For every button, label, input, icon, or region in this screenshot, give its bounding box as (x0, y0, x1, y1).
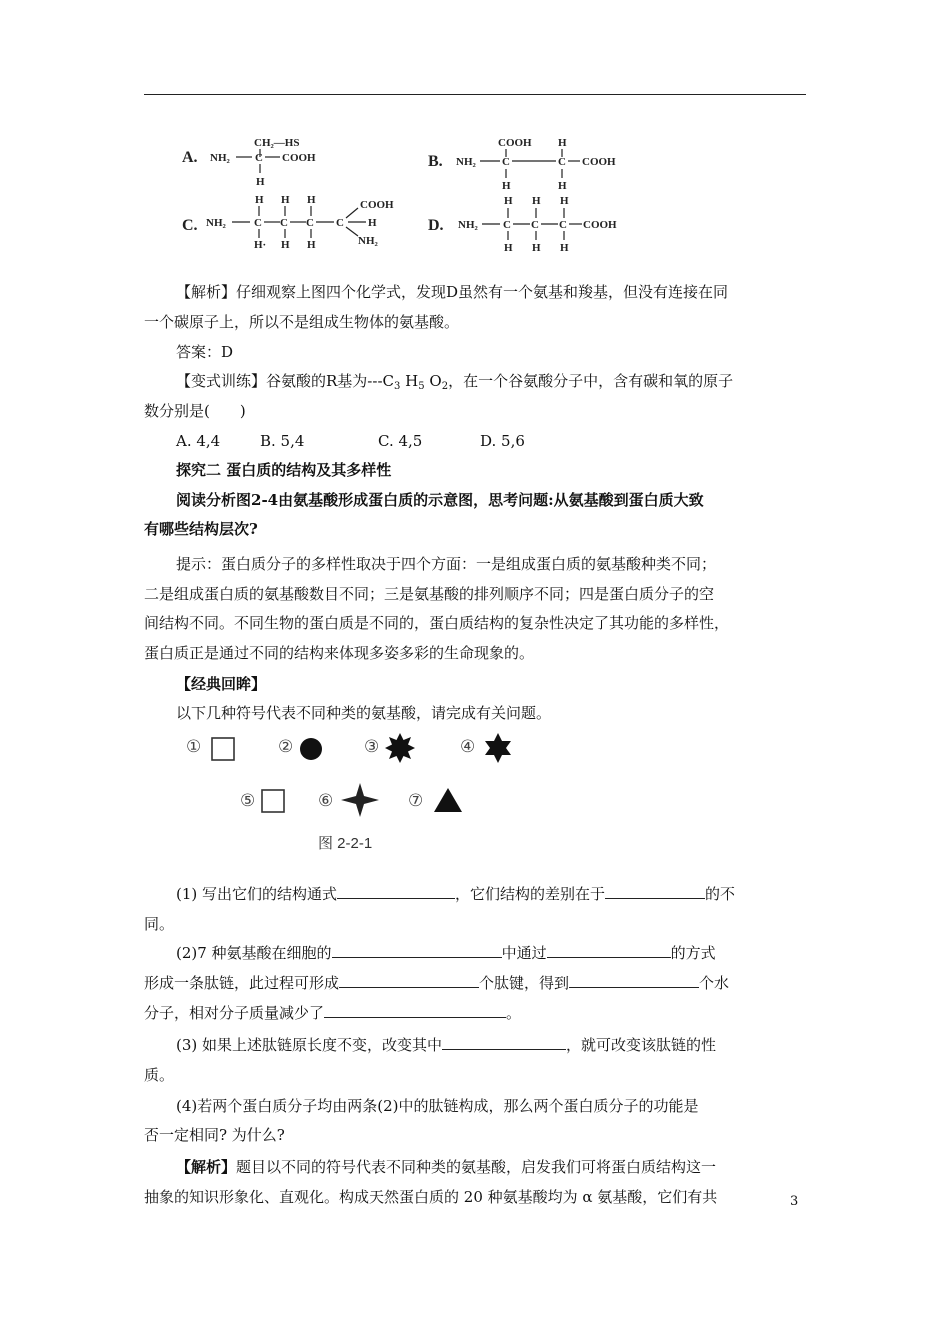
svg-text:H: H (560, 242, 569, 254)
option-a: A. 4,4 (176, 432, 221, 450)
svg-text:H: H (558, 180, 567, 192)
svg-text:H: H (256, 176, 265, 188)
answer-blank[interactable] (324, 1003, 506, 1018)
svg-text:NH₂: NH₂ (358, 235, 378, 247)
svg-text:C: C (558, 156, 566, 168)
hint-line-4: 蛋白质正是通过不同的结构来体现多姿多彩的生命现象的。 (144, 644, 535, 662)
question-4-cont: 否一定相同? 为什么? (144, 1126, 285, 1144)
svg-text:COOH: COOH (360, 199, 394, 211)
figure-caption: 图 2-2-1 (318, 835, 373, 852)
option-c: C. 4,5 (378, 432, 423, 450)
svg-text:H: H (255, 194, 264, 206)
svg-text:C: C (502, 156, 510, 168)
symbol-1-label: ① (186, 737, 202, 756)
hint-line-2: 二是组成蛋白质的氨基酸数目不同；三是氨基酸的排列顺序不同；四是蛋白质分子的空 (144, 585, 715, 603)
svg-text:NH₂: NH₂ (210, 152, 230, 164)
symbol-2-label: ② (278, 737, 294, 756)
six-point-star-icon (482, 732, 514, 764)
answer-blank[interactable] (332, 943, 502, 958)
structure-b-label: B. (428, 153, 443, 170)
classic-intro: 以下几种符号代表不同种类的氨基酸，请完成有关问题。 (176, 704, 552, 722)
question-line-2: 有哪些结构层次? (144, 520, 258, 538)
symbol-7-label: ⑦ (408, 791, 424, 810)
svg-text:C: C (280, 217, 288, 229)
svg-text:NH₂: NH₂ (206, 217, 226, 229)
analysis-2: 【解析】题目以不同的符号代表不同种类的氨基酸，启发我们可将蛋白质结构这一 (176, 1158, 717, 1176)
four-point-star-icon (340, 782, 380, 818)
answer-blank[interactable] (442, 1035, 566, 1050)
option-d: D. 5,6 (480, 432, 525, 450)
question-1: (1) 写出它们的结构通式 ，它们结构的差别在于 的不 (176, 885, 736, 903)
svg-text:NH₂: NH₂ (458, 219, 478, 231)
open-square-icon-2 (260, 788, 288, 814)
structure-d-label: D. (428, 217, 444, 234)
svg-text:C: C (559, 219, 567, 231)
option-b: B. 5,4 (260, 432, 305, 450)
svg-text:H: H (532, 195, 541, 207)
svg-text:H: H (368, 217, 377, 229)
header-rule (144, 94, 806, 95)
symbol-3-label: ③ (364, 737, 380, 756)
classic-heading: 【经典回眸】 (176, 675, 267, 693)
svg-text:C: C (254, 217, 262, 229)
hint-line-1: 提示：蛋白质分子的多样性取决于四个方面：一是组成蛋白质的氨基酸种类不同； (176, 555, 717, 573)
answer-blank[interactable] (339, 973, 479, 988)
question-line-1: 阅读分析图2-4由氨基酸形成蛋白质的示意图，思考问题:从氨基酸到蛋白质大致 (176, 491, 704, 509)
svg-text:H: H (281, 239, 290, 251)
svg-text:H·: H· (254, 239, 267, 251)
symbol-5-label: ⑤ (240, 791, 256, 810)
section-heading: 探究二 蛋白质的结构及其多样性 (176, 461, 392, 479)
question-2-cont-2: 分子，相对分子质量减少了 。 (144, 1004, 522, 1022)
eight-point-star-icon (384, 732, 416, 764)
page-number: 3 (790, 1194, 799, 1209)
svg-text:C: C (503, 219, 511, 231)
variant-line-2: 数分别是( ) (144, 402, 246, 420)
svg-text:H: H (504, 242, 513, 254)
symbol-6-label: ⑥ (318, 791, 334, 810)
analysis-paragraph: 【解析】仔细观察上图四个化学式，发现D虽然有一个氨基和羧基，但没有连接在同 (176, 283, 729, 301)
svg-text:H: H (502, 180, 511, 192)
svg-text:COOH: COOH (582, 156, 616, 168)
svg-text:H: H (281, 194, 290, 206)
svg-text:H: H (532, 242, 541, 254)
svg-text:H: H (560, 195, 569, 207)
question-3-cont: 质。 (144, 1066, 175, 1084)
question-2-cont: 形成一条肽链，此过程可形成 个肽键，得到 个水 (144, 974, 730, 992)
svg-text:C: C (255, 152, 263, 164)
variant-question: 【变式训练】谷氨酸的R基为$---C_3$ $H_5$ $O_2$，在一个谷氨酸分子中，含有碳和氧的原子 (176, 372, 734, 392)
filled-circle-icon (298, 736, 324, 762)
answer-blank[interactable] (605, 884, 705, 899)
structure-c-label: C. (182, 217, 198, 234)
symbol-4-label: ④ (460, 737, 476, 756)
open-square-icon (210, 736, 238, 762)
question-2: (2)7 种氨基酸在细胞的 中通过 的方式 (176, 944, 716, 962)
triangle-icon (432, 786, 464, 814)
svg-text:H: H (307, 194, 316, 206)
hint-line-3: 间结构不同。不同生物的蛋白质是不同的，蛋白质结构的复杂性决定了其功能的多样性， (144, 614, 730, 632)
svg-text:C: C (336, 217, 344, 229)
answer-blank[interactable] (569, 973, 699, 988)
svg-text:COOH: COOH (583, 219, 617, 231)
svg-text:C: C (306, 217, 314, 229)
question-3: (3) 如果上述肽链原长度不变，改变其中 ，就可改变该肽链的性 (176, 1036, 717, 1054)
question-1-cont: 同。 (144, 915, 175, 933)
svg-text:COOH: COOH (282, 152, 316, 164)
analysis-2-cont: 抽象的知识形象化、直观化。构成天然蛋白质的 20 种氨基酸均为 α 氨基酸，它们有共 (144, 1188, 718, 1206)
answer: 答案：D (176, 343, 234, 361)
amino-acid-structures (170, 128, 870, 263)
analysis-line-2: 一个碳原子上，所以不是组成生物体的氨基酸。 (144, 313, 460, 331)
svg-text:NH₂: NH₂ (456, 156, 476, 168)
answer-blank[interactable] (337, 884, 455, 899)
svg-text:C: C (531, 219, 539, 231)
structure-a-r: CH₂—HS (254, 137, 300, 149)
svg-text:H: H (307, 239, 316, 251)
svg-text:H: H (558, 137, 567, 149)
answer-blank[interactable] (547, 943, 671, 958)
svg-text:COOH: COOH (498, 137, 532, 149)
question-4: (4)若两个蛋白质分子均由两条(2)中的肽链构成，那么两个蛋白质分子的功能是 (176, 1097, 699, 1115)
structure-a-label: A. (182, 149, 198, 166)
svg-text:H: H (504, 195, 513, 207)
